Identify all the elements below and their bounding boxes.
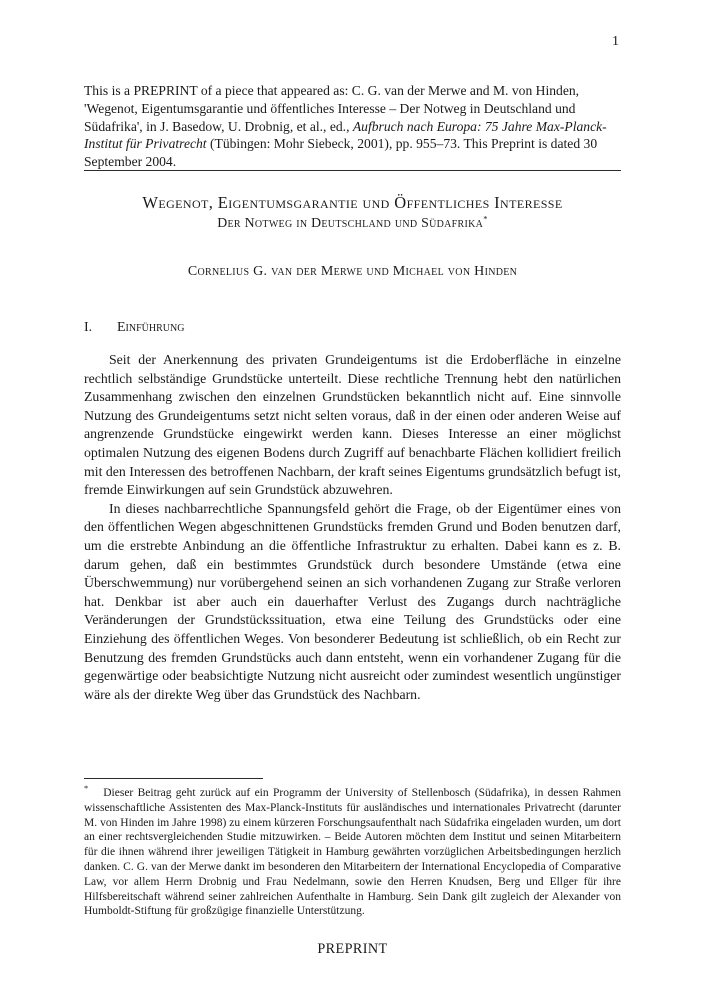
footer-preprint-label: PREPRINT: [317, 941, 388, 957]
section-heading: [84, 320, 621, 336]
article-title: Wegenot, Eigentumsgarantie und Öffentliches Interesse: [142, 193, 563, 212]
preprint-notice-text-end: (Tübingen: Mohr Siebeck, 2001), pp. 955–73. This Preprint is dated 30 September 2004.: [84, 136, 598, 170]
preprint-notice-book-title: Aufbruch nach Europa: 75 Jahre Max-Planck-Institut für Privatrecht: [84, 118, 607, 152]
footnote: [84, 783, 621, 919]
paragraph-2: In dieses nachbarrechtliche Spannungsfeld gehört die Frage, ob der Eigentümer eines von den öffentlichen Wegen abgeschnittenen Grundstücks fremden Grund und Boden benutzen darf, um die erstrebte Anbindung an die öffentliche Infrastruktur zu erhalten. Dabei kann es z. B. darum gehen, daß ein bestimmtes Grundstück durch besondere Umstände (etwa eine Überschwemmung) nur vorübergehend seinen an sich vorhandenen Zugang zur Straße verloren hat. Denkbar ist aber auch ein dauerhafter Verlust des Zugangs durch nachträgliche Veränderungen der Grundstückssituation, etwa eine Teilung des Grundstücks oder eine Einziehung des öffentlichen Weges. Von besonderer Bedeutung ist schließlich, ob ein Recht zur Benutzung des fremden Grundstücks auch dann entsteht, wenn ein vorhandener Zugang für die gegenwärtige oder beabsichtigte Nutzung nicht ausreicht oder zumindest wesentlich ungünstiger wäre als der direkte Weg über das Grundstück des Nachbarn.: [84, 500, 621, 702]
title-footnote-marker: *: [483, 213, 488, 224]
section-label: Einführung: [117, 320, 185, 335]
footnote-text: Dieser Beitrag geht zurück auf ein Programm der University of Stellenbosch (Südafrika), in dessen Rahmen wissenschaftliche Assistenten des Max-Planck-Instituts für ausländisches und internationales Privatrecht (darunter M. von Hinden im Jahre 1998) zu einem kürzeren Forschungsaufenthalt nach Südafrika eingeladen wurden, um dort an einer rechtsvergleichenden Studie mitzuwirken. – Beide Autoren möchten dem Institut und seinen Mitarbeitern für die ihnen während ihrer jeweiligen Tätigkeit in Hamburg gewährten vorzüglichen Arbeitsbedingungen herzlich danken. C. G. van der Merwe dankt im besonderen den Mitarbeitern der International Encyclopedia of Comparative Law, vor allem Herrn Drobnig und Frau Nedelmann, sowie den Herren Knudsen, Berg und Ellger für ihre Hilfsbereitschaft während seiner zahlreichen Aufenthalte in Hamburg. Sein Dank gilt zugleich der Alexander von Humboldt-Stiftung für großzügige finanzielle Unterstützung.: [84, 787, 621, 918]
body-text: [84, 351, 621, 704]
section-number: I.: [84, 320, 93, 335]
article-subtitle: [84, 215, 621, 231]
preprint-notice-text: This is a PREPRINT of a piece that appeared as: C. G. van der Merwe and M. von Hinden, 'Wegenot, Eigentumsgarantie und öffentliches Interesse – Der Notweg in Deutschland und Südafrika', in J. Basedow, U. Drobnig, et al., ed.,: [84, 83, 580, 134]
paragraph-1: Seit der Anerkennung des privaten Grundeigentums ist die Erdoberfläche in einzelne rechtlich selbständige Grundstücke unterteilt. Diese rechtliche Trennung hebt den natürlichen Zusammenhang zwischen den einzelnen Grundstücken bekanntlich nicht auf. Eine sinnvolle Nutzung des Grundeigentums setzt nicht selten voraus, daß in der einen oder anderen Weise auf angrenzende Grundstücke eingewirkt werden kann. Dieses Interesse an einer möglichst optimalen Nutzung des eigenen Bodens durch Zugriff auf benachbarte Flächen kollidiert freilich mit den Interessen des betroffenen Nachbarn, der kraft seines Eigentums grundsätzlich befugt ist, fremde Einwirkungen auf sein Grundstück abzuwehren.: [84, 352, 621, 498]
preprint-notice: [84, 82, 621, 171]
author-line: Cornelius G. van der Merwe und Michael von Hinden: [187, 264, 518, 279]
footnote-marker: *: [84, 783, 89, 794]
article-subtitle-text: Der Notweg in Deutschland und Südafrika: [217, 215, 484, 230]
footnote-separator-rule: [84, 778, 263, 779]
page-number: 1: [612, 34, 619, 49]
header-divider-rule: [84, 170, 621, 171]
